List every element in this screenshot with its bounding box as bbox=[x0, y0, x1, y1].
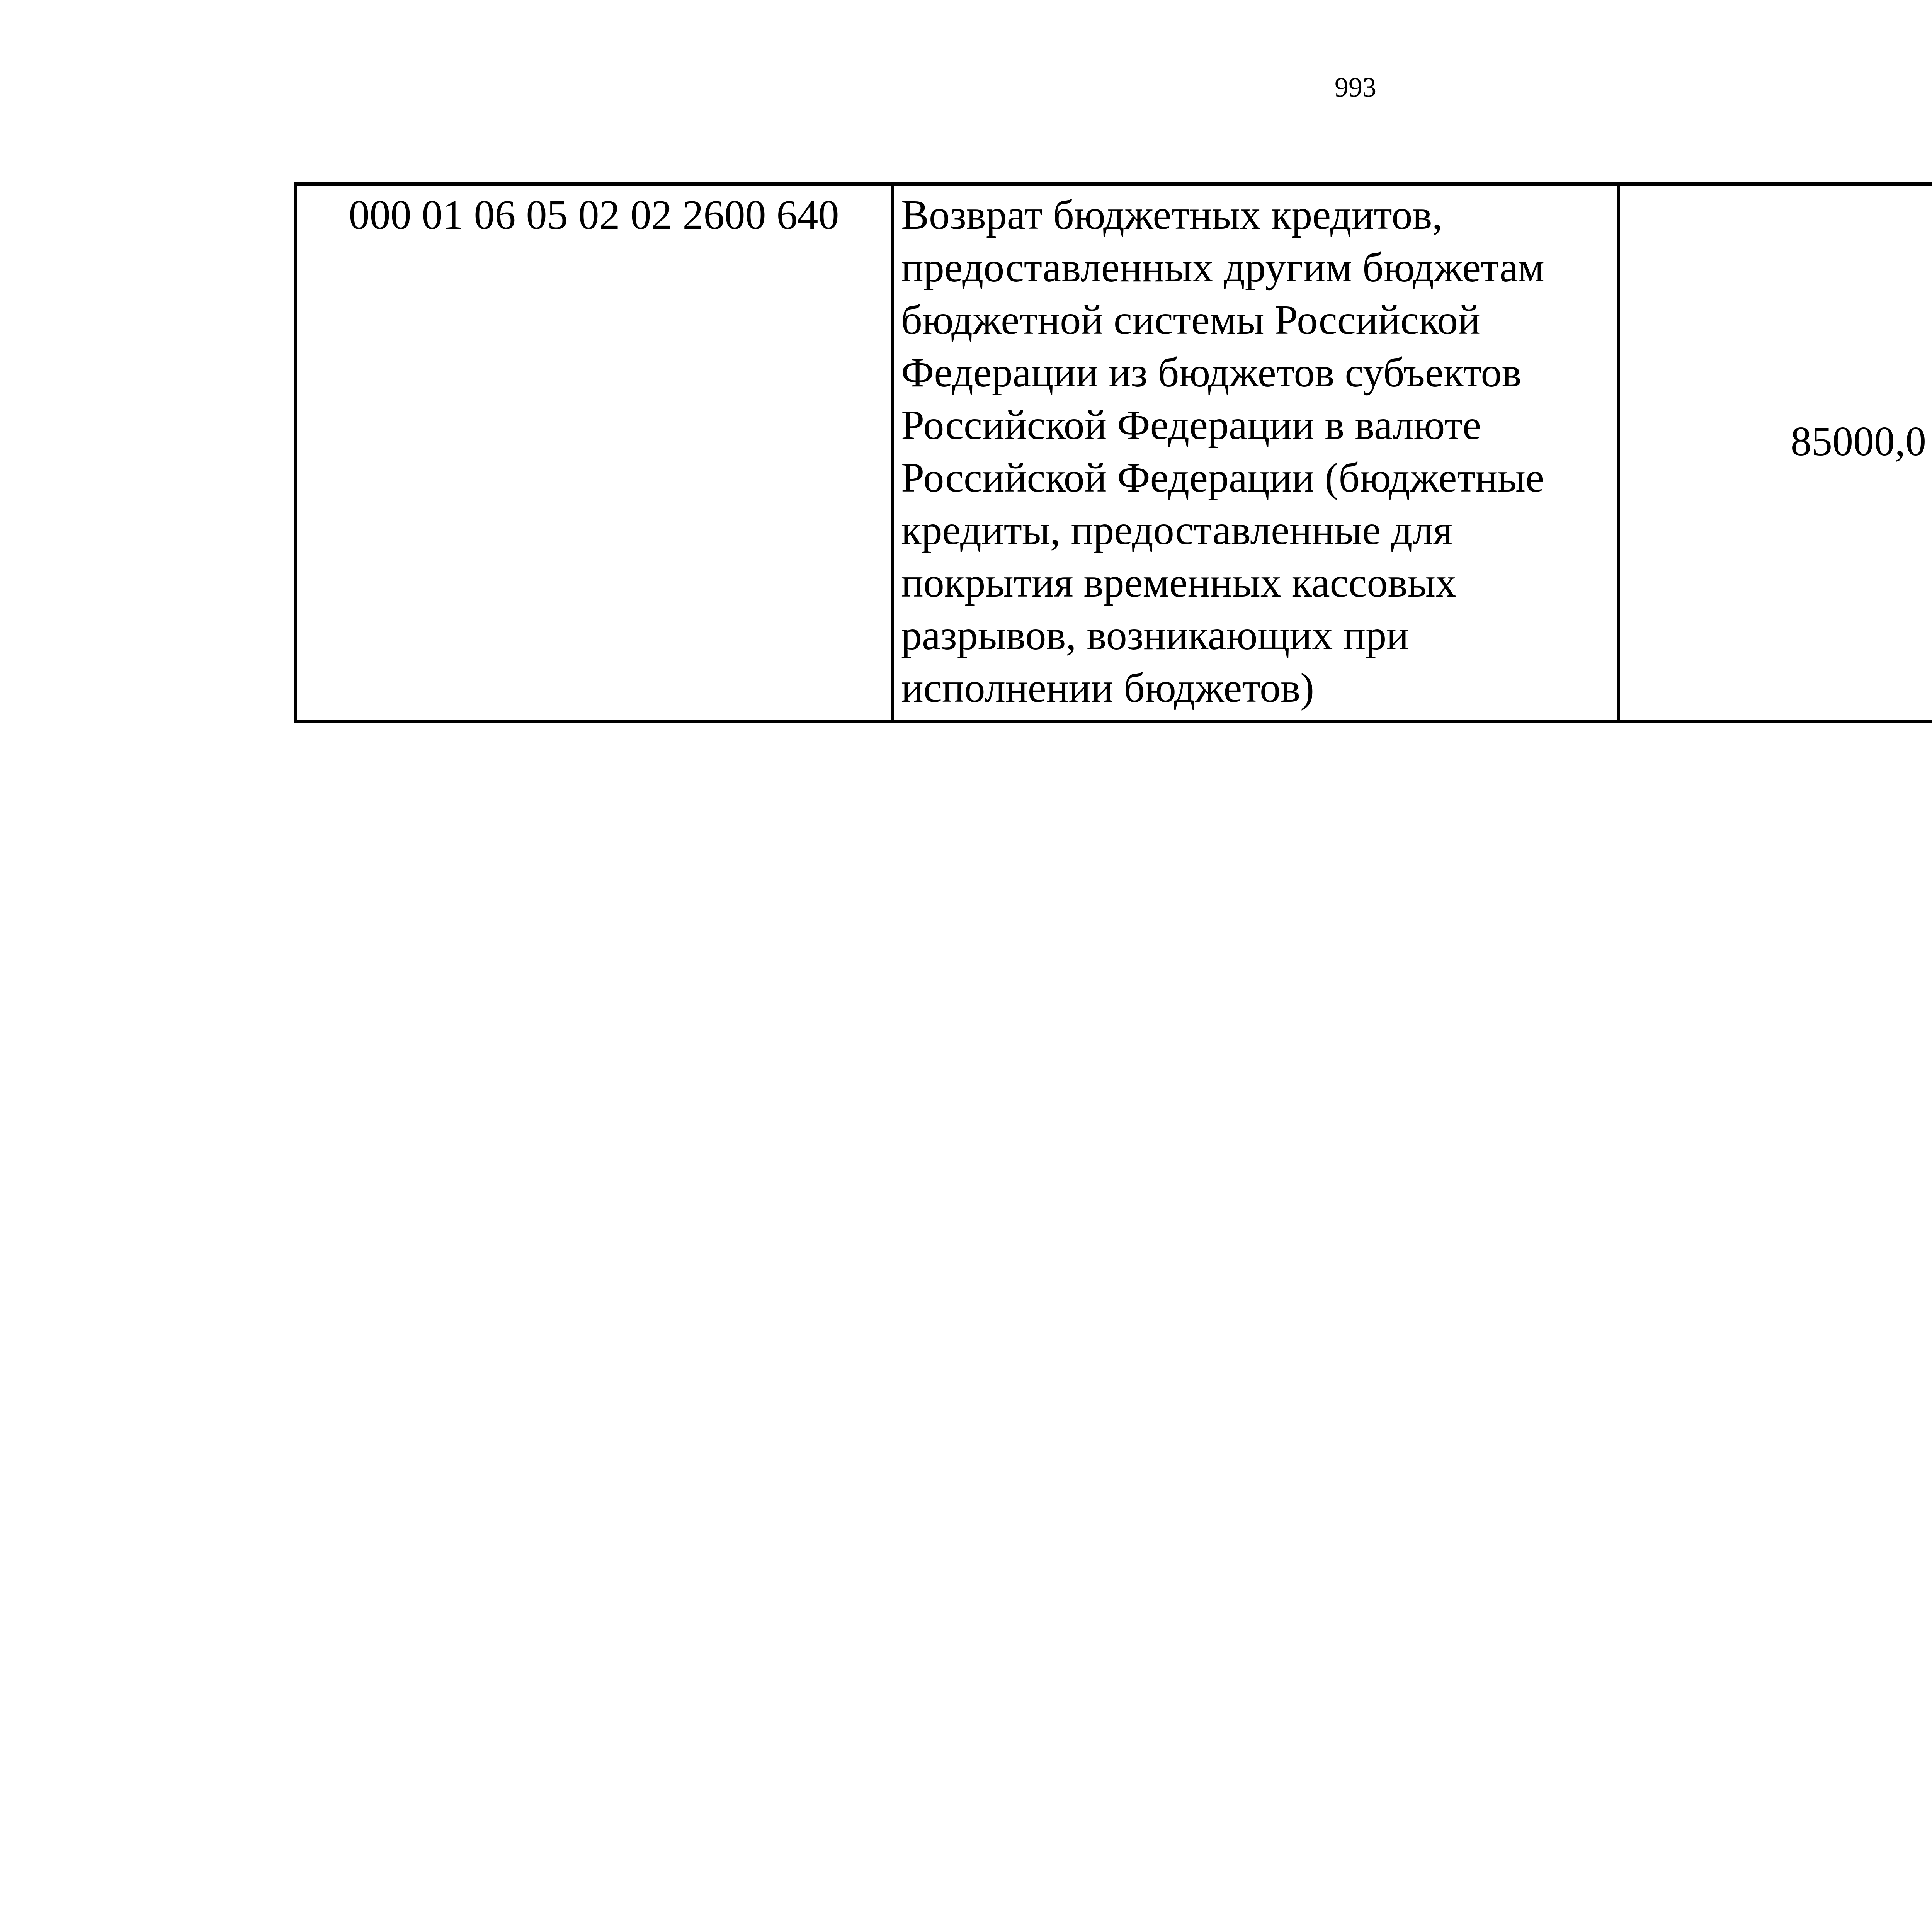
table-row bbox=[296, 184, 1932, 722]
budget-code-cell: 000 01 06 05 02 02 2600 640 bbox=[296, 184, 893, 722]
budget-table bbox=[294, 182, 1932, 723]
amount-cell-1: 85000,0 bbox=[1619, 184, 1932, 722]
description-cell: Возврат бюджетных кредитов, предоставленных другим бюджетам бюджетной системы Российской Федерации из бюджетов субъектов Российской Федерации в валюте Российской Федерации (бюджетные кредиты, предоставленные для покрытия временных кассовых разрывов, возникающих при исполнении бюджетов) bbox=[893, 184, 1619, 722]
page-number: 993 bbox=[1335, 72, 1376, 103]
